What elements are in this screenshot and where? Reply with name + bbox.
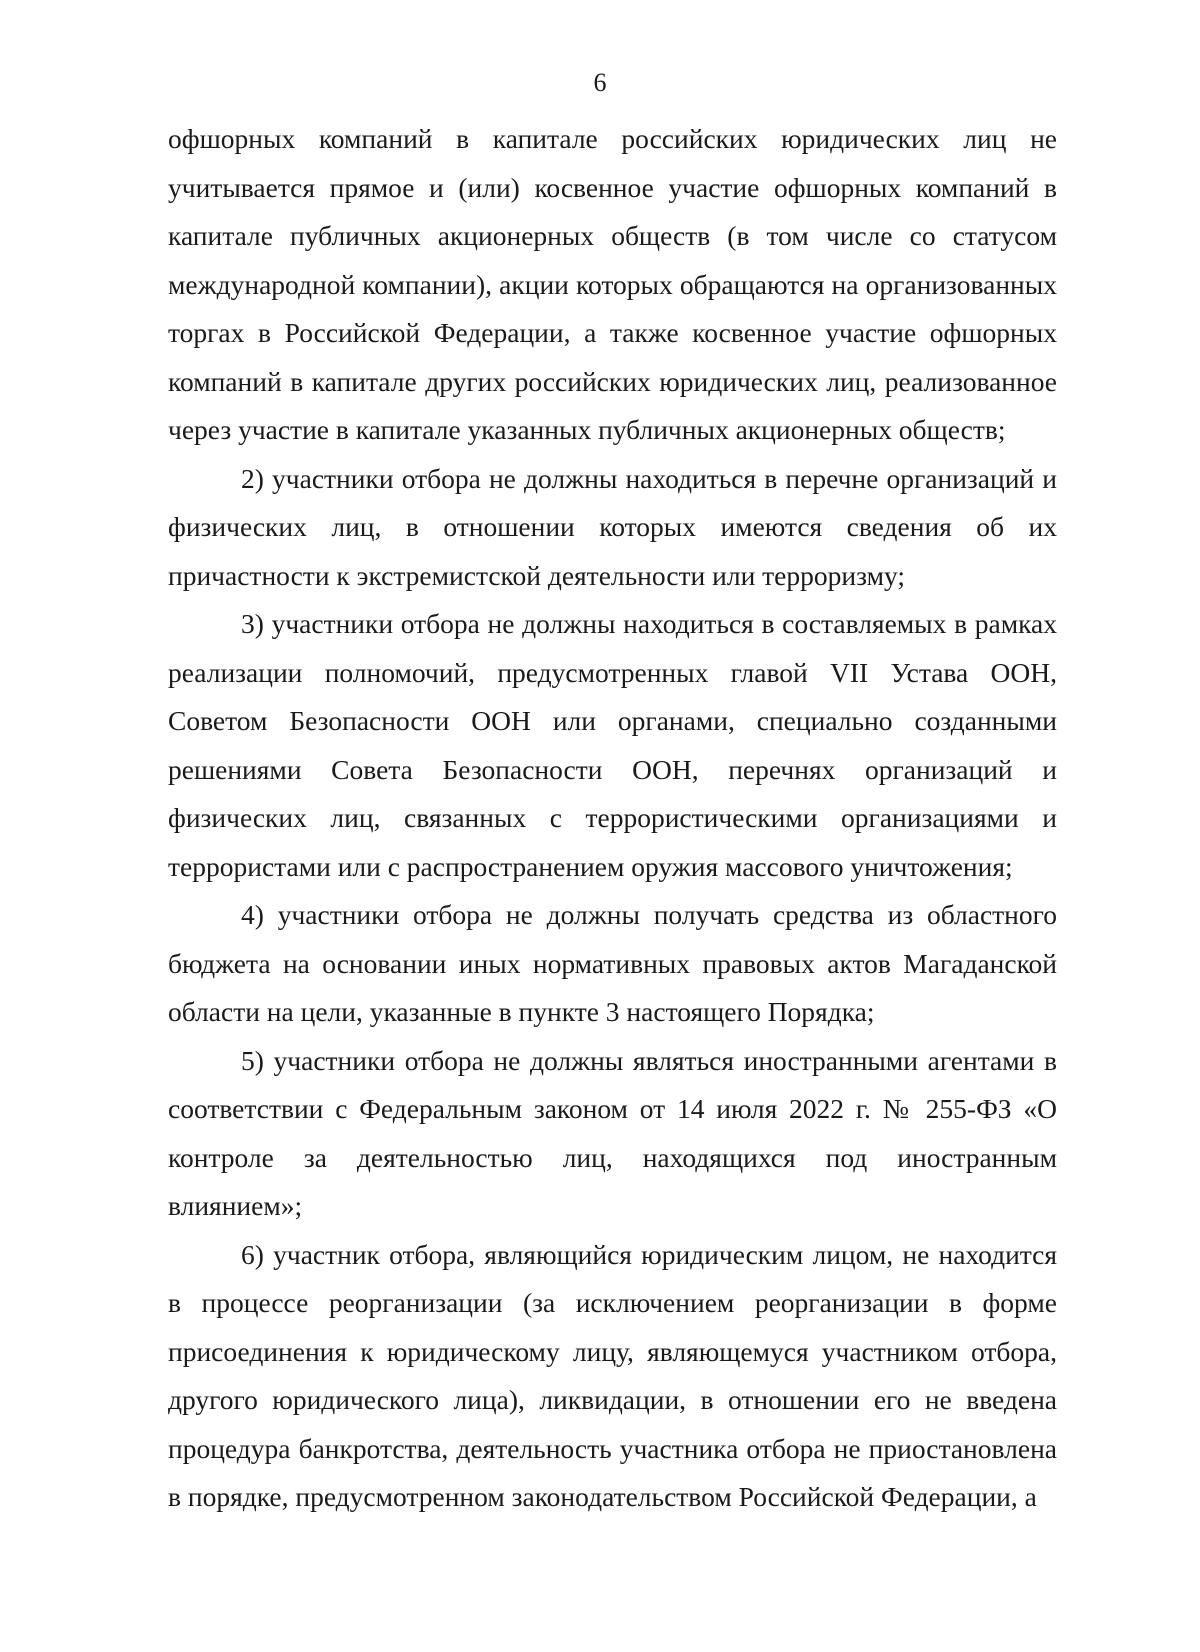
paragraph-item-6: 6) участник отбора, являющийся юридическим лицом, не находится в процессе реорганизации (за исключением реорганизации в форме присоединения к юридическому лицу, являющемуся участником отбора, другого юридического лица), ликвидации, в отношении его не введена процедура банкротства, деятельность участника отбора не приостановлена в порядке, предусмотренном законодательством Российской Федерации, а	[168, 1238, 1057, 1512]
page-number: 6	[593, 68, 607, 97]
paragraph-item-5: 5) участники отбора не должны являться иностранными агентами в соответствии с Федеральным законом от 14 июля 2022 г. № 255-ФЗ «О контроле за деятельностью лиц, находящихся под иностранным влиянием»;	[168, 1044, 1057, 1221]
paragraph-continuation: офшорных компаний в капитале российских юридических лиц не учитывается прямое и (или) косвенное участие офшорных компаний в капитале публичных акционерных обществ (в том числе со статусом международной компании), акции которых обращаются на организованных торгах в Российской Федерации, а также косвенное участие офшорных компаний в капитале других российских юридических лиц, реализованное через участие в капитале указанных публичных акционерных обществ;	[168, 123, 1057, 445]
paragraph-item-3: 3) участники отбора не должны находиться в составляемых в рамках реализации полномочий, предусмотренных главой VII Устава ООН, Советом Безопасности ООН или органами, специально созданными решениями Совета Безопасности ООН, перечнях организаций и физических лиц, связанных с террористическими организациями и террористами или с распространением оружия массового уничтожения;	[168, 608, 1057, 882]
paragraph-item-4: 4) участники отбора не должны получать средства из областного бюджета на основании иных нормативных правовых актов Магаданской области на цели, указанные в пункте 3 настоящего Порядка;	[168, 899, 1057, 1027]
paragraph-item-2: 2) участники отбора не должны находиться в перечне организаций и физических лиц, в отношении которых имеются сведения об их причастности к экстремистской деятельности или терроризму;	[168, 462, 1057, 591]
document-body	[168, 115, 1057, 1522]
